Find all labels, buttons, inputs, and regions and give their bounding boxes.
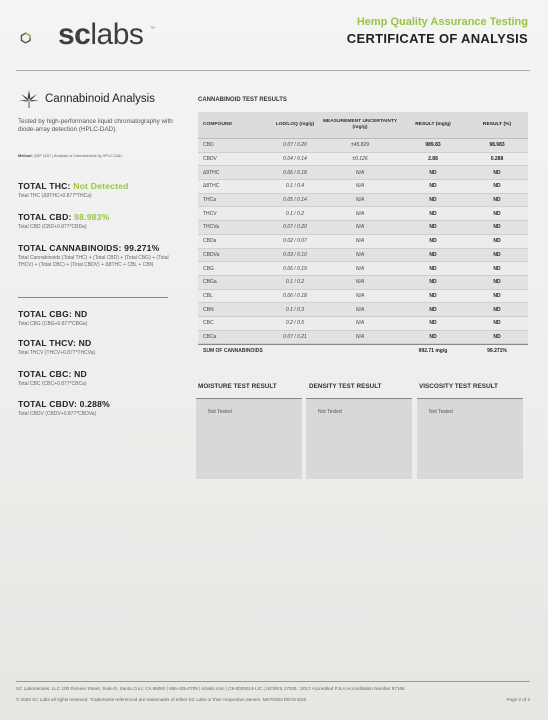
cell-result-pct: ND [493, 238, 501, 245]
cell-result-pct: ND [493, 197, 501, 204]
cell-result-pct: ND [493, 320, 501, 327]
cell-uncertainty: ±0.126 [352, 156, 368, 163]
cannabinoid-analysis-title: Cannabinoid Analysis [45, 93, 155, 105]
cell-result-mg: ND [429, 292, 437, 299]
cell-compound: CBDa [203, 238, 217, 245]
header-title: CERTIFICATE OF ANALYSIS [346, 31, 528, 46]
cell-result-pct: ND [493, 306, 501, 313]
table-row [198, 153, 528, 167]
cell-lod-loq: 0.06 / 0.19 [283, 265, 307, 272]
cell-uncertainty: N/A [355, 224, 365, 231]
table-row [198, 303, 528, 317]
table-row [198, 194, 528, 208]
cannabis-leaf-icon [18, 88, 40, 110]
density-test-title: DENSITY TEST RESULT [309, 383, 382, 390]
cell-result-mg: ND [429, 320, 437, 327]
cell-result-mg: ND [429, 210, 437, 217]
cell-result-pct: ND [493, 292, 501, 299]
cell-compound: THCa [203, 197, 217, 204]
cell-lod-loq: 0.07 / 0.20 [283, 224, 307, 231]
cell-result-pct: ND [493, 224, 501, 231]
cell-lod-loq: 0.04 / 0.14 [283, 156, 307, 163]
cell-compound: CBG [203, 265, 214, 272]
metric-total-thc: TOTAL THC: Not Detected Total THC (Δ9THC+0.877*THCa) [18, 181, 129, 199]
cell-compound: THCV [203, 210, 217, 217]
header-uncertainty: MEASUREMENT UNCERTAINTY (mg/g) [322, 119, 398, 130]
viscosity-test-value: Not Tested [429, 409, 453, 415]
cell-result-pct: ND [493, 169, 501, 176]
table-row [198, 249, 528, 263]
cell-compound: CBDVa [203, 251, 220, 258]
page-number: Page 2 of 2 [506, 697, 530, 702]
cell-lod-loq: 0.02 / 0.07 [283, 238, 307, 245]
moisture-test-box [196, 398, 302, 479]
cannabinoid-results-table [198, 112, 528, 356]
footer-divider [16, 681, 530, 682]
table-row [198, 317, 528, 331]
cell-result-pct: 0.288 [490, 156, 504, 163]
table-row [198, 207, 528, 221]
cell-result-mg: ND [429, 224, 437, 231]
metric-total-thcv: TOTAL THCV: ND Total THCV (THCV+0.877*THCVa) [18, 338, 96, 356]
cell-uncertainty: N/A [355, 306, 365, 313]
cell-result-mg: ND [429, 265, 437, 272]
cell-result-mg: ND [429, 251, 437, 258]
footer-copyright: © 2020 SC Labs all rights reserved. Trademarks referenced are trademarks of either SC Labs or their respective owners. MKT0003 REV5 6/20 Page 2 of 2 [16, 697, 530, 702]
cell-uncertainty: N/A [355, 238, 365, 245]
cell-lod-loq: 0.05 / 0.14 [283, 197, 307, 204]
sum-pct: 99.271% [487, 347, 507, 354]
left-divider [18, 297, 168, 298]
cell-compound: CBC [203, 320, 214, 327]
density-test-value: Not Tested [318, 409, 342, 415]
cell-compound: CBL [203, 292, 213, 299]
logo-trademark: ™ [150, 26, 155, 32]
metric-total-cannabinoids: TOTAL CANNABINOIDS: 99.271% Total Cannabinoids (Total THC) + (Total CBD) + (Total CBG) + (Total THCV) + (Total CBC) + (Total CBDV) + Δ8THC + CBL + CBN [18, 243, 169, 268]
footer-address: SC Laboratories, LLC 100 Pioneer Street, Suite E, Santa Cruz, CA 95060 | 866-435-0709 | sclabs.com | C8-0000013-LIC | ISO/IES 17025 : 2017 Accredited PJLA Accreditation Number 87168 [16, 686, 405, 691]
cell-lod-loq: 0.06 / 0.18 [283, 169, 307, 176]
sum-label: SUM OF CANNABINOIDS [203, 347, 263, 354]
cell-lod-loq: 0.2 / 0.5 [285, 320, 305, 327]
table-row [198, 180, 528, 194]
cell-uncertainty: N/A [355, 210, 365, 217]
table-row [198, 276, 528, 290]
cell-uncertainty: N/A [355, 197, 365, 204]
sum-mg: 992.71 mg/g [418, 347, 448, 354]
viscosity-test-title: VISCOSITY TEST RESULT [419, 383, 498, 390]
table-sum-row [198, 344, 528, 356]
metric-total-cbd: TOTAL CBD: 98.983% Total CBD (CBD+0.877*CBDa) [18, 212, 110, 230]
table-row [198, 139, 528, 153]
cell-uncertainty: N/A [355, 251, 365, 258]
header-lod-loq: LOD/LOQ (mg/g) [275, 122, 315, 127]
cell-uncertainty: N/A [355, 265, 365, 272]
cell-lod-loq: 0.1 / 0.3 [285, 306, 305, 313]
cell-result-mg: ND [429, 183, 437, 190]
header-subtitle: Hemp Quality Assurance Testing [356, 16, 528, 28]
cell-result-mg: 989.83 [425, 142, 441, 149]
metric-total-cbdv: TOTAL CBDV: 0.288% Total CBDV (CBDV+0.877*CBDVa) [18, 399, 110, 417]
density-test-box [306, 398, 412, 479]
table-header [198, 112, 528, 139]
cell-uncertainty: N/A [355, 320, 365, 327]
cell-result-mg: ND [429, 197, 437, 204]
cell-uncertainty: ±45.829 [350, 142, 370, 149]
cell-compound: Δ8THC [203, 183, 220, 190]
cell-compound: CBN [203, 306, 214, 313]
analysis-description: Tested by high-performance liquid chromatography with diode-array detection (HPLC-DAD). [18, 118, 173, 133]
cell-lod-loq: 0.07 / 0.21 [283, 333, 307, 340]
cell-lod-loq: 0.1 / 0.2 [285, 279, 305, 286]
table-body [198, 139, 528, 344]
cell-lod-loq: 0.1 / 0.2 [285, 210, 305, 217]
header-result-mg: RESULT (mg/g) [415, 122, 451, 127]
cell-result-pct: ND [493, 251, 501, 258]
cell-compound: CBDV [203, 156, 217, 163]
analysis-method: Method: QSP 1157 | Analysis of Cannabinoids by HPLC-DAD [18, 154, 123, 158]
cell-result-pct: ND [493, 265, 501, 272]
cell-uncertainty: N/A [355, 292, 365, 299]
cell-uncertainty: N/A [355, 279, 365, 286]
header-compound: COMPOUND [203, 122, 233, 127]
header-result-pct: RESULT (%) [482, 122, 512, 127]
table-row [198, 166, 528, 180]
header-divider [16, 70, 530, 71]
sclabs-logo-icon [20, 18, 60, 58]
cannabinoid-table-title: CANNABINOID TEST RESULTS [198, 97, 287, 103]
cell-result-mg: ND [429, 169, 437, 176]
moisture-test-title: MOISTURE TEST RESULT [198, 383, 277, 390]
cell-result-mg: ND [429, 306, 437, 313]
table-row [198, 331, 528, 345]
cell-compound: THCVa [203, 224, 220, 231]
cannabinoid-analysis-heading [18, 88, 178, 110]
cell-result-mg: 2.88 [428, 156, 438, 163]
logo-wordmark: sclabs [58, 18, 144, 51]
moisture-test-value: Not Tested [208, 409, 232, 415]
table-row [198, 262, 528, 276]
cell-lod-loq: 0.07 / 0.20 [283, 142, 307, 149]
cell-result-pct: ND [493, 210, 501, 217]
cell-result-pct: ND [493, 183, 501, 190]
cell-lod-loq: 0.1 / 0.4 [285, 183, 305, 190]
cell-uncertainty: N/A [355, 333, 365, 340]
cell-lod-loq: 0.06 / 0.18 [283, 292, 307, 299]
cell-result-pct: ND [493, 279, 501, 286]
cell-uncertainty: N/A [355, 183, 365, 190]
cell-compound: Δ9THC [203, 169, 220, 176]
cell-compound: CBCa [203, 333, 217, 340]
metric-total-cbc: TOTAL CBC: ND Total CBC (CBC+0.877*CBCa) [18, 369, 87, 387]
metric-total-cbg: TOTAL CBG: ND Total CBG (CBG+0.877*CBGa) [18, 309, 88, 327]
table-row [198, 235, 528, 249]
table-row [198, 221, 528, 235]
cell-result-pct: 98.983 [489, 142, 505, 149]
table-row [198, 290, 528, 304]
cell-compound: CBGa [203, 279, 217, 286]
cell-compound: CBD [203, 142, 214, 149]
cell-result-pct: ND [493, 333, 501, 340]
viscosity-test-box [417, 398, 523, 479]
cell-lod-loq: 0.03 / 0.10 [283, 251, 307, 258]
cell-uncertainty: N/A [355, 169, 365, 176]
cell-result-mg: ND [429, 238, 437, 245]
cell-result-mg: ND [429, 333, 437, 340]
cell-result-mg: ND [429, 279, 437, 286]
